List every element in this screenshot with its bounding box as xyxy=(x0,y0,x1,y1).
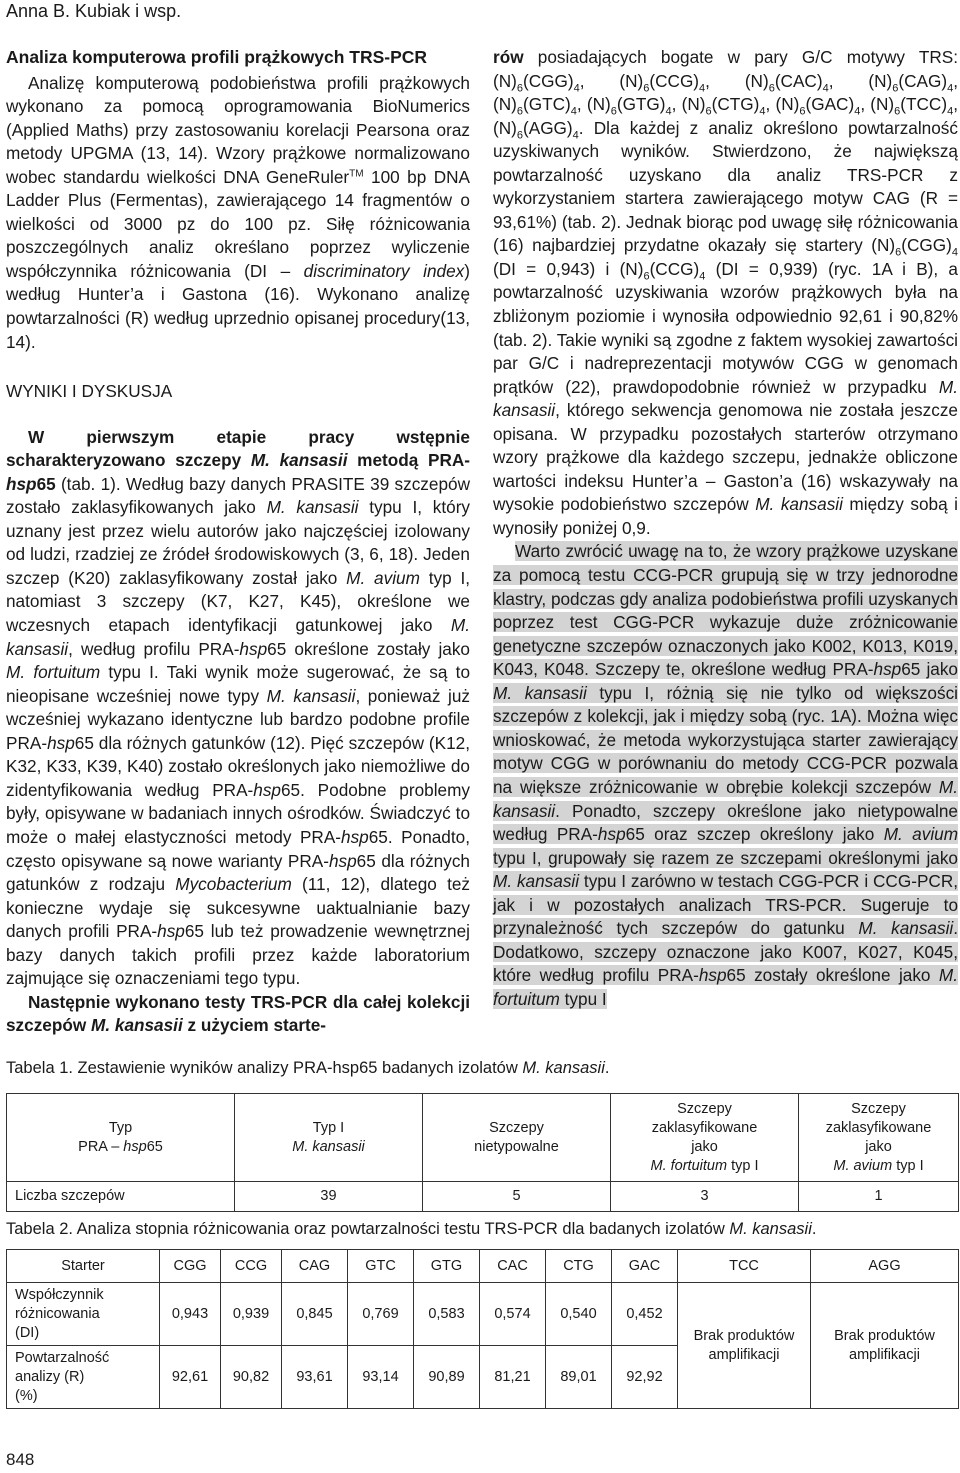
table-header-cell: CGG xyxy=(160,1250,221,1283)
table-header-cell: Typ I M. kansasii xyxy=(235,1094,423,1182)
table-cell: 89,01 xyxy=(546,1346,612,1409)
row-label: Współczynnik różnicowania (DI) xyxy=(7,1283,160,1346)
table-header-row xyxy=(7,1094,959,1182)
row-label: Powtarzalność analizy (R) (%) xyxy=(7,1346,160,1409)
table-cell: 90,89 xyxy=(414,1346,480,1409)
table-cell: 39 xyxy=(235,1182,423,1212)
table-header-row xyxy=(7,1250,959,1283)
table-header-cell: CCG xyxy=(221,1250,282,1283)
table-cell: 0,939 xyxy=(221,1283,282,1346)
section-heading-results: WYNIKI I DYSKUSJA xyxy=(6,381,173,402)
table-header-cell: AGG xyxy=(811,1250,959,1283)
table-header-cell: Szczepy zaklasyfikowane jako M. fortuitum typ I xyxy=(611,1094,799,1182)
table-cell: 93,61 xyxy=(282,1346,348,1409)
table-cell: 90,82 xyxy=(221,1346,282,1409)
table-cell: 0,943 xyxy=(160,1283,221,1346)
table-cell: 81,21 xyxy=(480,1346,546,1409)
table-pra-hsp65 xyxy=(6,1093,959,1212)
table-cell: 5 xyxy=(423,1182,611,1212)
table-header-cell: Typ PRA – hsp65 xyxy=(7,1094,235,1182)
row-label: Liczba szczepów xyxy=(7,1182,235,1212)
table-header-cell: Szczepy zaklasyfikowane jako M. avium typ I xyxy=(799,1094,959,1182)
table-row xyxy=(7,1283,959,1346)
table-cell: 0,583 xyxy=(414,1283,480,1346)
table-trs-pcr xyxy=(6,1249,959,1409)
table-header-cell: Starter xyxy=(7,1250,160,1283)
table-cell: 1 xyxy=(799,1182,959,1212)
table-header-cell: Szczepy nietypowalne xyxy=(423,1094,611,1182)
table2-caption: Tabela 2. Analiza stopnia różnicowania oraz powtarzalności testu TRS-PCR dla badanych izolatów M. kansasii. xyxy=(6,1220,817,1238)
paragraph-results-1: W pierwszym etapie pracy wstępnie scharakteryzowano szczepy M. kansasii metodą PRA-hsp65 (tab. 1). Według bazy danych PRASITE 39 szczepów zostało zaklasyfikowanych jako M. kansasii typu I, który uznany jest przez wielu autorów jako najczęściej izolowany od ludzi, rzadziej ze źródeł środowiskowych (3, 6, 18). Jeden szczep (K20) zaklasyfikowany został jako M. avium typ I, natomiast 3 szczepy (K7, K27, K45), określone we wczesnych etapach identyfikacji gatunkowej jako M. kansasii, według profilu PRA-hsp65 określone zostały jako M. fortuitum typu I. Taki wynik może sugerować, że są to nieopisane wcześniej nowe typy M. kansasii, ponieważ już wcześniej wykazano identyczne lub bardzo podobne profile PRA-hsp65 dla różnych gatunków (12). Pięć szczepów (K12, K32, K33, K39, K40) zostało określonych jako niemożliwe do zidentyfikowania według PRA-hsp65. Podobne problemy były, opisywane w badaniach innych ośrodków. Świadczyć to może o małej elastyczności metody PRA-hsp65. Ponadto, często opisywane są nowe warianty PRA-hsp65 dla różnych gatunków z rodzaju Mycobacterium (11, 12), dlatego też konieczne wydaje się sukcesywne uaktualnianie bazy danych profili PRA-hsp65 lub też prowadzenie wewnętrznej bazy danych takich profili przez każde laboratorium zajmujące się oznaczeniami tego typu. xyxy=(6,426,471,989)
highlighted-text: Warto zwrócić uwagę na to, że wzory prążkowe uzyskane za pomocą testu CCG-PCR grupują się w trzy jednorodne klastry, podczas gdy analiza podobieństwa profili uzyskanych poprzez test CGG-PCR wykazuje duże zróżnicowanie genetyczne szczepów oznaczonych jako K002, K013, K019, K043, K048. Szczepy te, określone według PRA-hsp65 jako M. kansasii typu I, różnią się nie tylko od większości szczepów z kolekcji, jak i między sobą (ryc. 1A). Można więc wnioskować, że metoda wykorzystująca starter zawierający motyw CGG w porównaniu do metody CCG-PCR pozwala na większe zróżnicowanie w obrębie kolekcji szczepów M. kansasii. Ponadto, szczepy określone jako nietypowalne według PRA-hsp65 oraz szczep określony jako M. avium typu I, grupowały się razem ze szczepami określonymi jako M. kansasii typu I zarówno w testach CGG-PCR i CCG-PCR, jak i w pozostałych analizach TRS-PCR. Sugeruje to przynależność tych szczepów do gatunku M. kansasii. Dodatkowo, szczepy oznaczone jako K007, K027, K045, które według profilu PRA-hsp65 zostały określone jako M. fortuitum typu I xyxy=(493,541,959,1009)
section-heading-computer-analysis: Analiza komputerowa profili prążkowych TRS-PCR xyxy=(6,47,428,67)
table-cell-no-product: Brak produktów amplifikacji xyxy=(678,1283,811,1409)
table-header-cell: GAC xyxy=(612,1250,678,1283)
page-number: 848 xyxy=(6,1450,35,1469)
paragraph-ccg-clusters xyxy=(493,540,958,1011)
paragraph-methods: Analizę komputerową podobieństwa profili prążkowych wykonano za pomocą oprogramowania BioNumerics (Applied Maths) przy zastosowaniu korelacji Pearsona oraz metody UPGMA (13, 14). Wzory prążkowe normalizowano wobec standardu wielkości DNA GeneRuler™ 100 bp DNA Ladder Plus (Fermentas), zawierającego 14 fragmentów o wielkości od 3000 pz do 100 pz. Siłę różnicowania poszczególnych analiz określano poprzez wyliczenie współczynnika różnicowania (DI – discriminatory index) według Hunter’a i Gastona (16). Wykonano analizę powtarzalności (R) według uprzednio opisanej procedury(13, 14). xyxy=(6,72,470,352)
left-column xyxy=(6,46,470,1038)
table-cell: 92,61 xyxy=(160,1346,221,1409)
table-cell: 0,452 xyxy=(612,1283,678,1346)
table-cell: 0,845 xyxy=(282,1283,348,1346)
table-cell: 3 xyxy=(611,1182,799,1212)
table-row xyxy=(7,1182,959,1212)
paragraph-trs-motifs: rów posiadających bogate w pary G/C motywy TRS: $(N)_6(CGG)_4$, $(N)_6(CCG)_4$, $(N)_6(CAC)_4$, $(N)_6(CAG)_4$, $(N)_6(GTC)_4$, $(N)_6(GTG)_4$, $(N)_6(CTG)_4$, $(N)_6(GAC)_4$, $(N)_6(TCC)_4$, $(N)_6(AGG)_4$. Dla każdej z analiz określono powtarzalność uzyskiwanych wyników. Stwierdzono, że największą powtarzalność uzyskano dla analiz TRS-PCR z wykorzystaniem startera zawierającego motyw CAG (R = 93,61%) (tab. 2). Jednak biorąc pod uwagę siłę różnicowania (16) najbardziej przydatne okazały się startery $(N)_6(CGG)_4$ (DI = 0,943) i $(N)_6(CCG)_4$ (DI = 0,939) (ryc. 1A i B), a powtarzalność uzyskiwania wzorów prążkowych była na zbliżonym poziomie i wynosiła odpowiednio 92,61 i 90,82% (tab. 2). Takie wyniki są zgodne z faktem wysokiej zawartości par G/C i nadreprezentacji motywów CGG w genomach prątków (22), prawdopodobnie również w przypadku M. kansasii, którego sekwencja genomowa nie została jeszcze opisana. W przypadku pozostałych starterów otrzymano wzory prążkowe dla każdego szczepu, jednakże obliczone wartości indeksu Hunter’a – Gaston’a (16) wskazywały na wysokie podobieństwo szczepów M. kansasii między sobą i wynosiły poniżej 0,9. xyxy=(493,47,958,538)
table-cell: 0,574 xyxy=(480,1283,546,1346)
table-cell-no-product: Brak produktów amplifikacji xyxy=(811,1283,959,1409)
table-header-cell: CAC xyxy=(480,1250,546,1283)
table-header-cell: GTG xyxy=(414,1250,480,1283)
paragraph-results-2: Następnie wykonano testy TRS-PCR dla całej kolekcji szczepów M. kansasii z użyciem starte- xyxy=(6,991,470,1036)
table-cell: 0,540 xyxy=(546,1283,612,1346)
running-header-author: Anna B. Kubiak i wsp. xyxy=(6,1,182,21)
table-cell: 93,14 xyxy=(348,1346,414,1409)
table-header-cell: TCC xyxy=(678,1250,811,1283)
right-column xyxy=(493,46,958,1011)
table-cell: 92,92 xyxy=(612,1346,678,1409)
table-header-cell: CAG xyxy=(282,1250,348,1283)
table-header-cell: GTC xyxy=(348,1250,414,1283)
table1-caption: Tabela 1. Zestawienie wyników analizy PRA-hsp65 badanych izolatów M. kansasii. xyxy=(6,1059,610,1077)
table-header-cell: CTG xyxy=(546,1250,612,1283)
table-cell: 0,769 xyxy=(348,1283,414,1346)
